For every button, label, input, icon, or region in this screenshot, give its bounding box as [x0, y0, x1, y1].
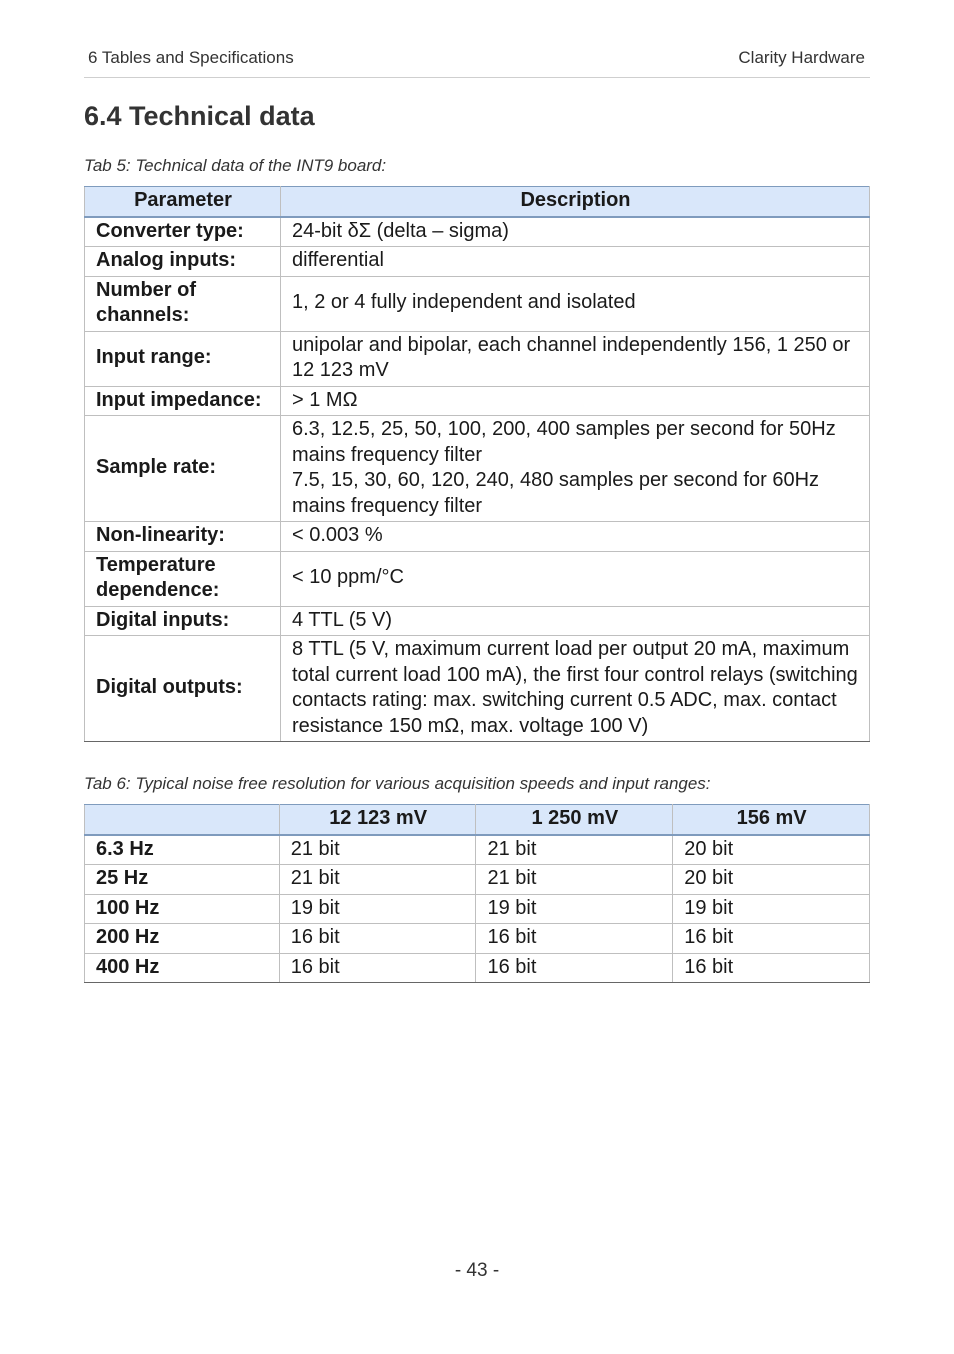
table-header-row	[85, 805, 870, 835]
column-header-1250mv: 1 250 mV	[476, 805, 673, 835]
description-cell	[281, 247, 870, 277]
header-divider	[84, 77, 870, 78]
resolution-cell: 16 bit	[476, 924, 673, 954]
description-cell	[281, 416, 870, 522]
page-number: - 43 -	[454, 1260, 500, 1281]
resolution-cell: 21 bit	[476, 865, 673, 895]
description-line: 7.5, 15, 30, 60, 120, 240, 480 samples per second for 60Hz mains frequency filter	[292, 469, 820, 517]
parameter-cell: Digital inputs:	[85, 606, 281, 636]
description-cell	[281, 276, 870, 331]
resolution-cell: 19 bit	[673, 894, 870, 924]
resolution-cell: 21 bit	[476, 835, 673, 865]
resolution-cell: 19 bit	[279, 894, 476, 924]
speed-cell: 400 Hz	[85, 953, 280, 983]
description-line: 4 TTL (5 V)	[292, 608, 393, 631]
parameter-cell: Sample rate:	[85, 416, 281, 522]
page-header	[88, 48, 865, 70]
description-cell	[281, 217, 870, 247]
section-title: 6.4 Technical data	[84, 101, 315, 131]
parameter-cell: Converter type:	[85, 217, 281, 247]
table-row	[85, 416, 870, 522]
description-line: < 10 ppm/°C	[292, 566, 404, 589]
table-row	[85, 636, 870, 742]
chapter-title: 6 Tables and Specifications	[88, 48, 294, 67]
table-row	[85, 835, 870, 865]
parameter-cell: Temperature dependence:	[85, 551, 281, 606]
resolution-cell: 16 bit	[673, 924, 870, 954]
resolution-cell: 19 bit	[476, 894, 673, 924]
parameter-cell: Digital outputs:	[85, 636, 281, 742]
description-line: 24-bit δΣ (delta – sigma)	[292, 219, 509, 242]
resolution-cell: 20 bit	[673, 865, 870, 895]
table-header-row	[85, 187, 870, 217]
technical-data-table	[84, 186, 870, 742]
table-row	[85, 386, 870, 416]
speed-cell: 6.3 Hz	[85, 835, 280, 865]
resolution-cell: 16 bit	[476, 953, 673, 983]
resolution-cell: 21 bit	[279, 835, 476, 865]
parameter-cell: Input impedance:	[85, 386, 281, 416]
table-row	[85, 247, 870, 277]
parameter-cell: Number of channels:	[85, 276, 281, 331]
column-header-12123mv: 12 123 mV	[279, 805, 476, 835]
column-header-description: Description	[281, 187, 870, 217]
description-cell	[281, 386, 870, 416]
description-cell	[281, 636, 870, 742]
resolution-cell: 21 bit	[279, 865, 476, 895]
tab5-caption: Tab 5: Technical data of the INT9 board:	[84, 156, 387, 175]
description-line: < 0.003 %	[292, 524, 383, 546]
parameter-cell: Non-linearity:	[85, 522, 281, 552]
table-row	[85, 217, 870, 247]
speed-cell: 100 Hz	[85, 894, 280, 924]
description-line: 6.3, 12.5, 25, 50, 100, 200, 400 samples per second for 50Hz mains frequency filter	[292, 418, 836, 466]
description-cell	[281, 551, 870, 606]
description-line: > 1 MΩ	[292, 388, 358, 411]
resolution-cell: 16 bit	[279, 953, 476, 983]
resolution-cell: 16 bit	[279, 924, 476, 954]
resolution-cell: 20 bit	[673, 835, 870, 865]
description-line: unipolar and bipolar, each channel independently 156, 1 250 or 12 123 mV	[292, 333, 851, 381]
description-line: 1, 2 or 4 fully independent and isolated	[292, 291, 636, 314]
product-name: Clarity Hardware	[738, 48, 865, 67]
column-header-156mv: 156 mV	[673, 805, 870, 835]
table-row	[85, 551, 870, 606]
description-cell	[281, 331, 870, 386]
column-header-parameter: Parameter	[85, 187, 281, 217]
table-row	[85, 865, 870, 895]
table-row	[85, 606, 870, 636]
resolution-table	[84, 804, 870, 983]
speed-cell: 25 Hz	[85, 865, 280, 895]
table-row	[85, 522, 870, 552]
description-cell	[281, 606, 870, 636]
resolution-cell: 16 bit	[673, 953, 870, 983]
description-line: 8 TTL (5 V, maximum current load per output 20 mA, maximum total current load 100 mA), the first four control relays (switching contacts rating: max. switching current 0.5 ADC, max. contact resistance 150 mΩ, max. voltage 100 V)	[292, 638, 858, 737]
column-header-speed	[85, 805, 280, 835]
parameter-cell: Analog inputs:	[85, 247, 281, 277]
table-row	[85, 953, 870, 983]
speed-cell: 200 Hz	[85, 924, 280, 954]
table-row	[85, 924, 870, 954]
table-row	[85, 331, 870, 386]
table-row	[85, 276, 870, 331]
description-line: differential	[292, 249, 384, 271]
table-row	[85, 894, 870, 924]
parameter-cell: Input range:	[85, 331, 281, 386]
description-cell	[281, 522, 870, 552]
tab6-caption: Tab 6: Typical noise free resolution for various acquisition speeds and input ranges:	[84, 774, 711, 793]
